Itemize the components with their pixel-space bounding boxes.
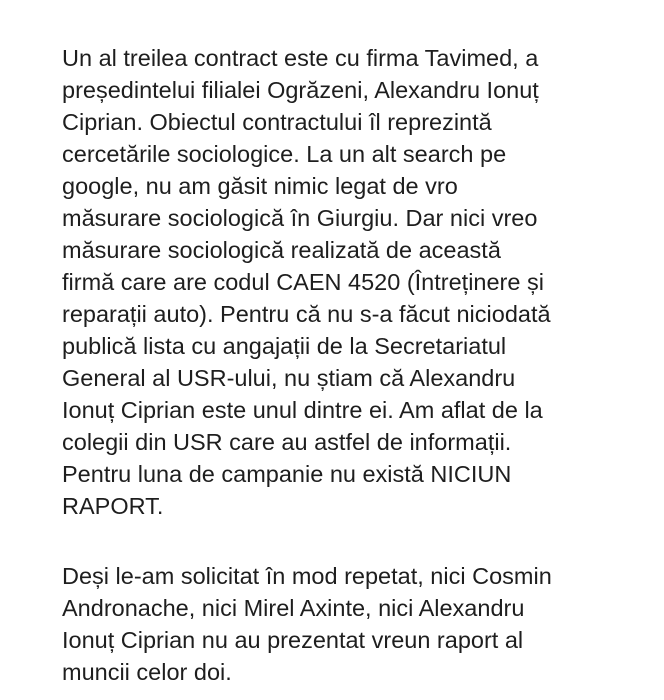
- text-line: președintelui filialei Ogrăzeni, Alexandru Ionuț: [62, 77, 539, 103]
- text-line: muncii celor doi.: [62, 659, 232, 685]
- text-line: colegii din USR care au astfel de informații.: [62, 429, 512, 455]
- text-line: Andronache, nici Mirel Axinte, nici Alexandru: [62, 595, 525, 621]
- text-line: firmă care are codul CAEN 4520 (Întreținere și: [62, 269, 544, 295]
- text-line: google, nu am găsit nimic legat de vro: [62, 173, 458, 199]
- text-line: General al USR-ului, nu știam că Alexandru: [62, 365, 516, 391]
- text-line: Deși le-am solicitat în mod repetat, nici Cosmin: [62, 563, 552, 589]
- text-line: Un al treilea contract este cu firma Tavimed, a: [62, 45, 539, 71]
- text-line: Ionuț Ciprian este unul dintre ei. Am aflat de la: [62, 397, 543, 423]
- text-line: Ionuț Ciprian nu au prezentat vreun raport al: [62, 627, 524, 653]
- text-line: publică lista cu angajații de la Secretariatul: [62, 333, 507, 359]
- text-line: RAPORT.: [62, 493, 164, 519]
- paragraph-missing-reports: [62, 560, 622, 688]
- text-line: reparații auto). Pentru că nu s-a făcut niciodată: [62, 301, 551, 327]
- text-line: cercetările sociologice. La un alt search pe: [62, 141, 507, 167]
- text-line: măsurare sociologică realizată de această: [62, 237, 501, 263]
- paragraph-tavimed-contract: [62, 42, 622, 522]
- text-line: măsurare sociologică în Giurgiu. Dar nici vreo: [62, 205, 538, 231]
- text-line: Ciprian. Obiectul contractului îl reprezintă: [62, 109, 492, 135]
- text-line: Pentru luna de campanie nu există NICIUN: [62, 461, 512, 487]
